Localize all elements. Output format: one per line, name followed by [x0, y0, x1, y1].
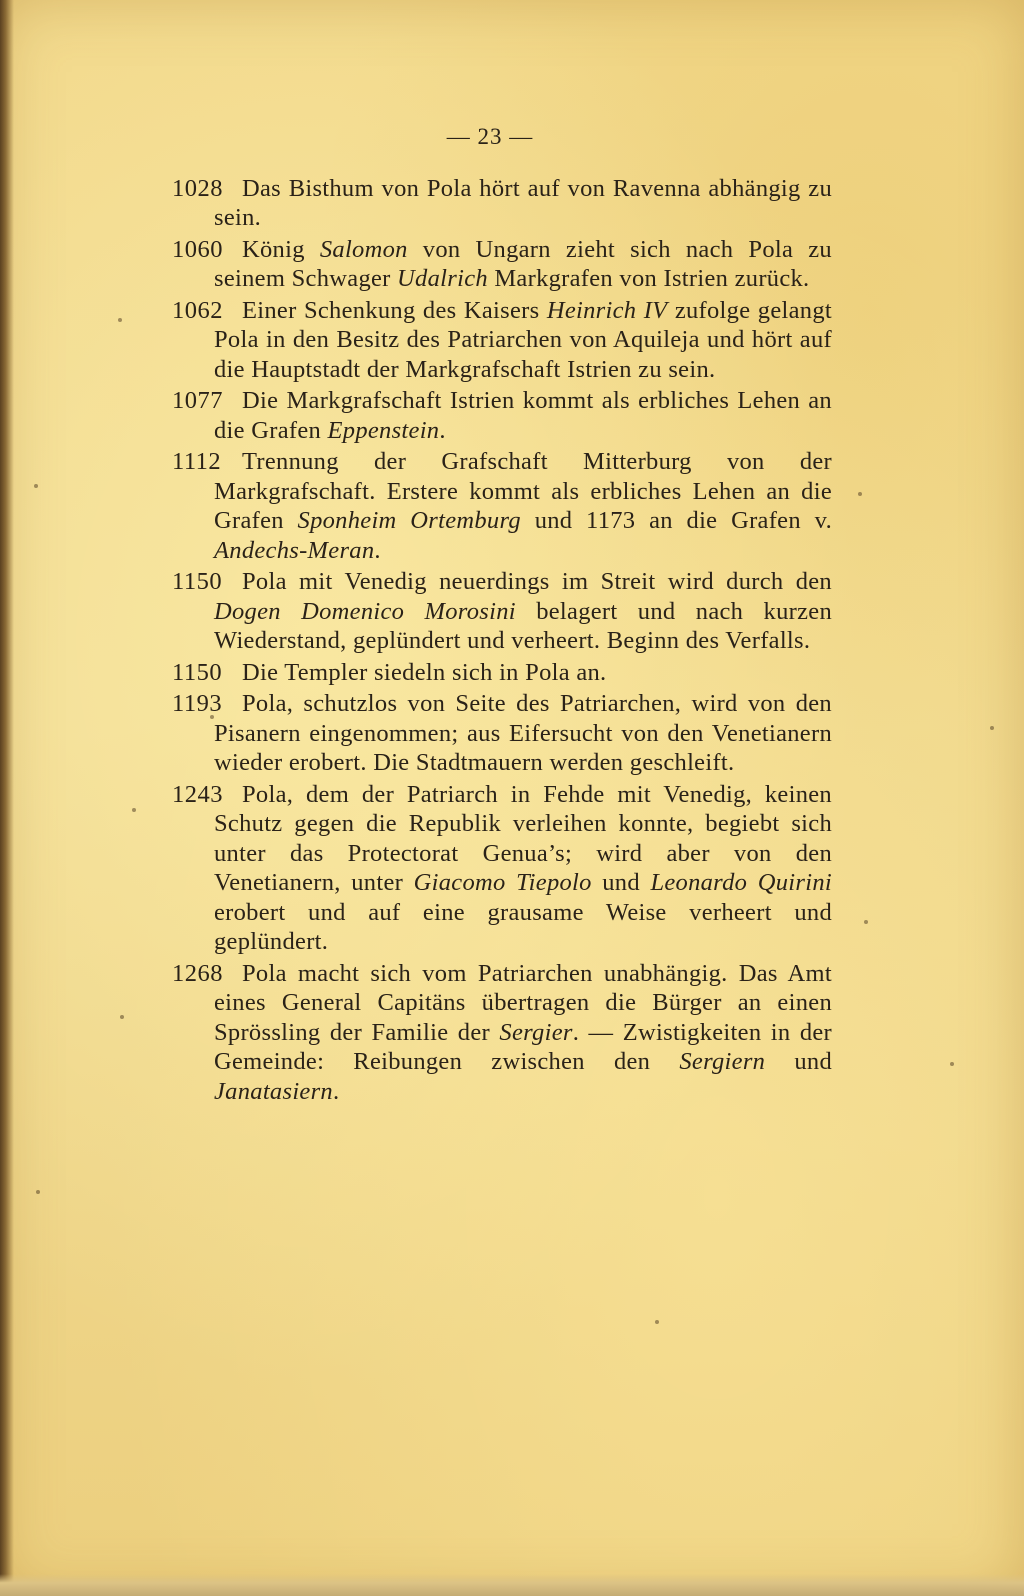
chronicle-entry: [102, 567, 832, 656]
chronicle-entry: [102, 658, 832, 688]
page-bottom-edge: [0, 1574, 1024, 1596]
page-number: — 23 —: [446, 124, 534, 149]
entry-text: Pola macht sich vom Patriarchen unabhängig. Das Amt eines General Capitäns übertragen die Bürger an einen Sprössling der Familie der Sergier. — Zwistigkeiten in der Gemeinde: Reibungen zwischen den Sergiern und Janatasiern.: [214, 959, 832, 1105]
entry-text: Pola mit Venedig neuerdings im Streit wird durch den Dogen Domenico Morosini belagert und nach kurzen Wiederstand, geplündert und verheert. Beginn des Verfalls.: [214, 568, 832, 654]
chronicle-entry: [102, 689, 832, 778]
chronicle-entry: [102, 235, 832, 294]
entry-year: 1193: [172, 690, 223, 717]
chronicle-entry: [102, 174, 832, 233]
entry-year: 1028: [172, 174, 223, 202]
paper-speck: [950, 1062, 954, 1066]
chronicle-entry: [102, 447, 832, 565]
paper-speck: [990, 726, 994, 730]
paper-speck: [858, 492, 862, 496]
paper-speck: [864, 920, 868, 924]
entry-text: Einer Schenkung des Kaisers Heinrich IV zufolge gelangt Pola in den Besitz des Patriarchen von Aquileja und hört auf die Hauptstadt der Markgrafschaft Istrien zu sein.: [214, 296, 832, 383]
entry-year: 1268: [172, 959, 223, 987]
entry-text: Pola, dem der Patriarch in Fehde mit Venedig, keinen Schutz gegen die Republik verleihen konnte, begiebt sich unter das Protectorat Genua’s; wird aber von den Venetianern, unter Giacomo Tiepolo und Leonardo Quirini erobert und auf eine grausame Weise verheert und geplündert.: [214, 780, 832, 955]
chronicle-entry: [102, 296, 832, 385]
chronicle-entry: [102, 780, 832, 957]
entry-year: 1062: [172, 296, 223, 324]
entry-text: König Salomon von Ungarn zieht sich nach Pola zu seinem Schwager Udalrich Markgrafen von Istrien zurück.: [214, 235, 832, 292]
entry-year: 1243: [172, 780, 223, 808]
entry-text: Das Bisthum von Pola hört auf von Ravenna abhängig zu sein.: [214, 174, 832, 231]
entry-year: 1112: [172, 448, 222, 475]
paper-speck: [34, 484, 38, 488]
page-binding-edge: [0, 0, 14, 1596]
entry-year: 1150: [172, 658, 223, 686]
paper-speck: [36, 1190, 40, 1194]
document-body: [172, 122, 832, 1108]
chronicle-entry: [102, 386, 832, 445]
chronicle-entry: [102, 959, 832, 1107]
entry-year: 1077: [172, 387, 223, 414]
entry-text: Pola, schutzlos von Seite des Patriarchen, wird von den Pisanern eingenommen; aus Eifersucht von den Venetianern wieder erobert. Die Stadtmauern werden geschleift.: [214, 690, 832, 776]
entry-text: Die Markgrafschaft Istrien kommt als erbliches Lehen an die Grafen Eppenstein.: [214, 387, 832, 444]
entry-year: 1060: [172, 235, 223, 263]
entry-year: 1150: [172, 568, 223, 595]
entry-text: Trennung der Grafschaft Mitterburg von der Markgrafschaft. Erstere kommt als erbliches Lehen an die Grafen Sponheim Ortemburg und 1173 an die Grafen v. Andechs-Meran.: [214, 448, 832, 564]
entry-text: Die Templer siedeln sich in Pola an.: [242, 658, 607, 686]
paper-speck: [655, 1320, 659, 1324]
